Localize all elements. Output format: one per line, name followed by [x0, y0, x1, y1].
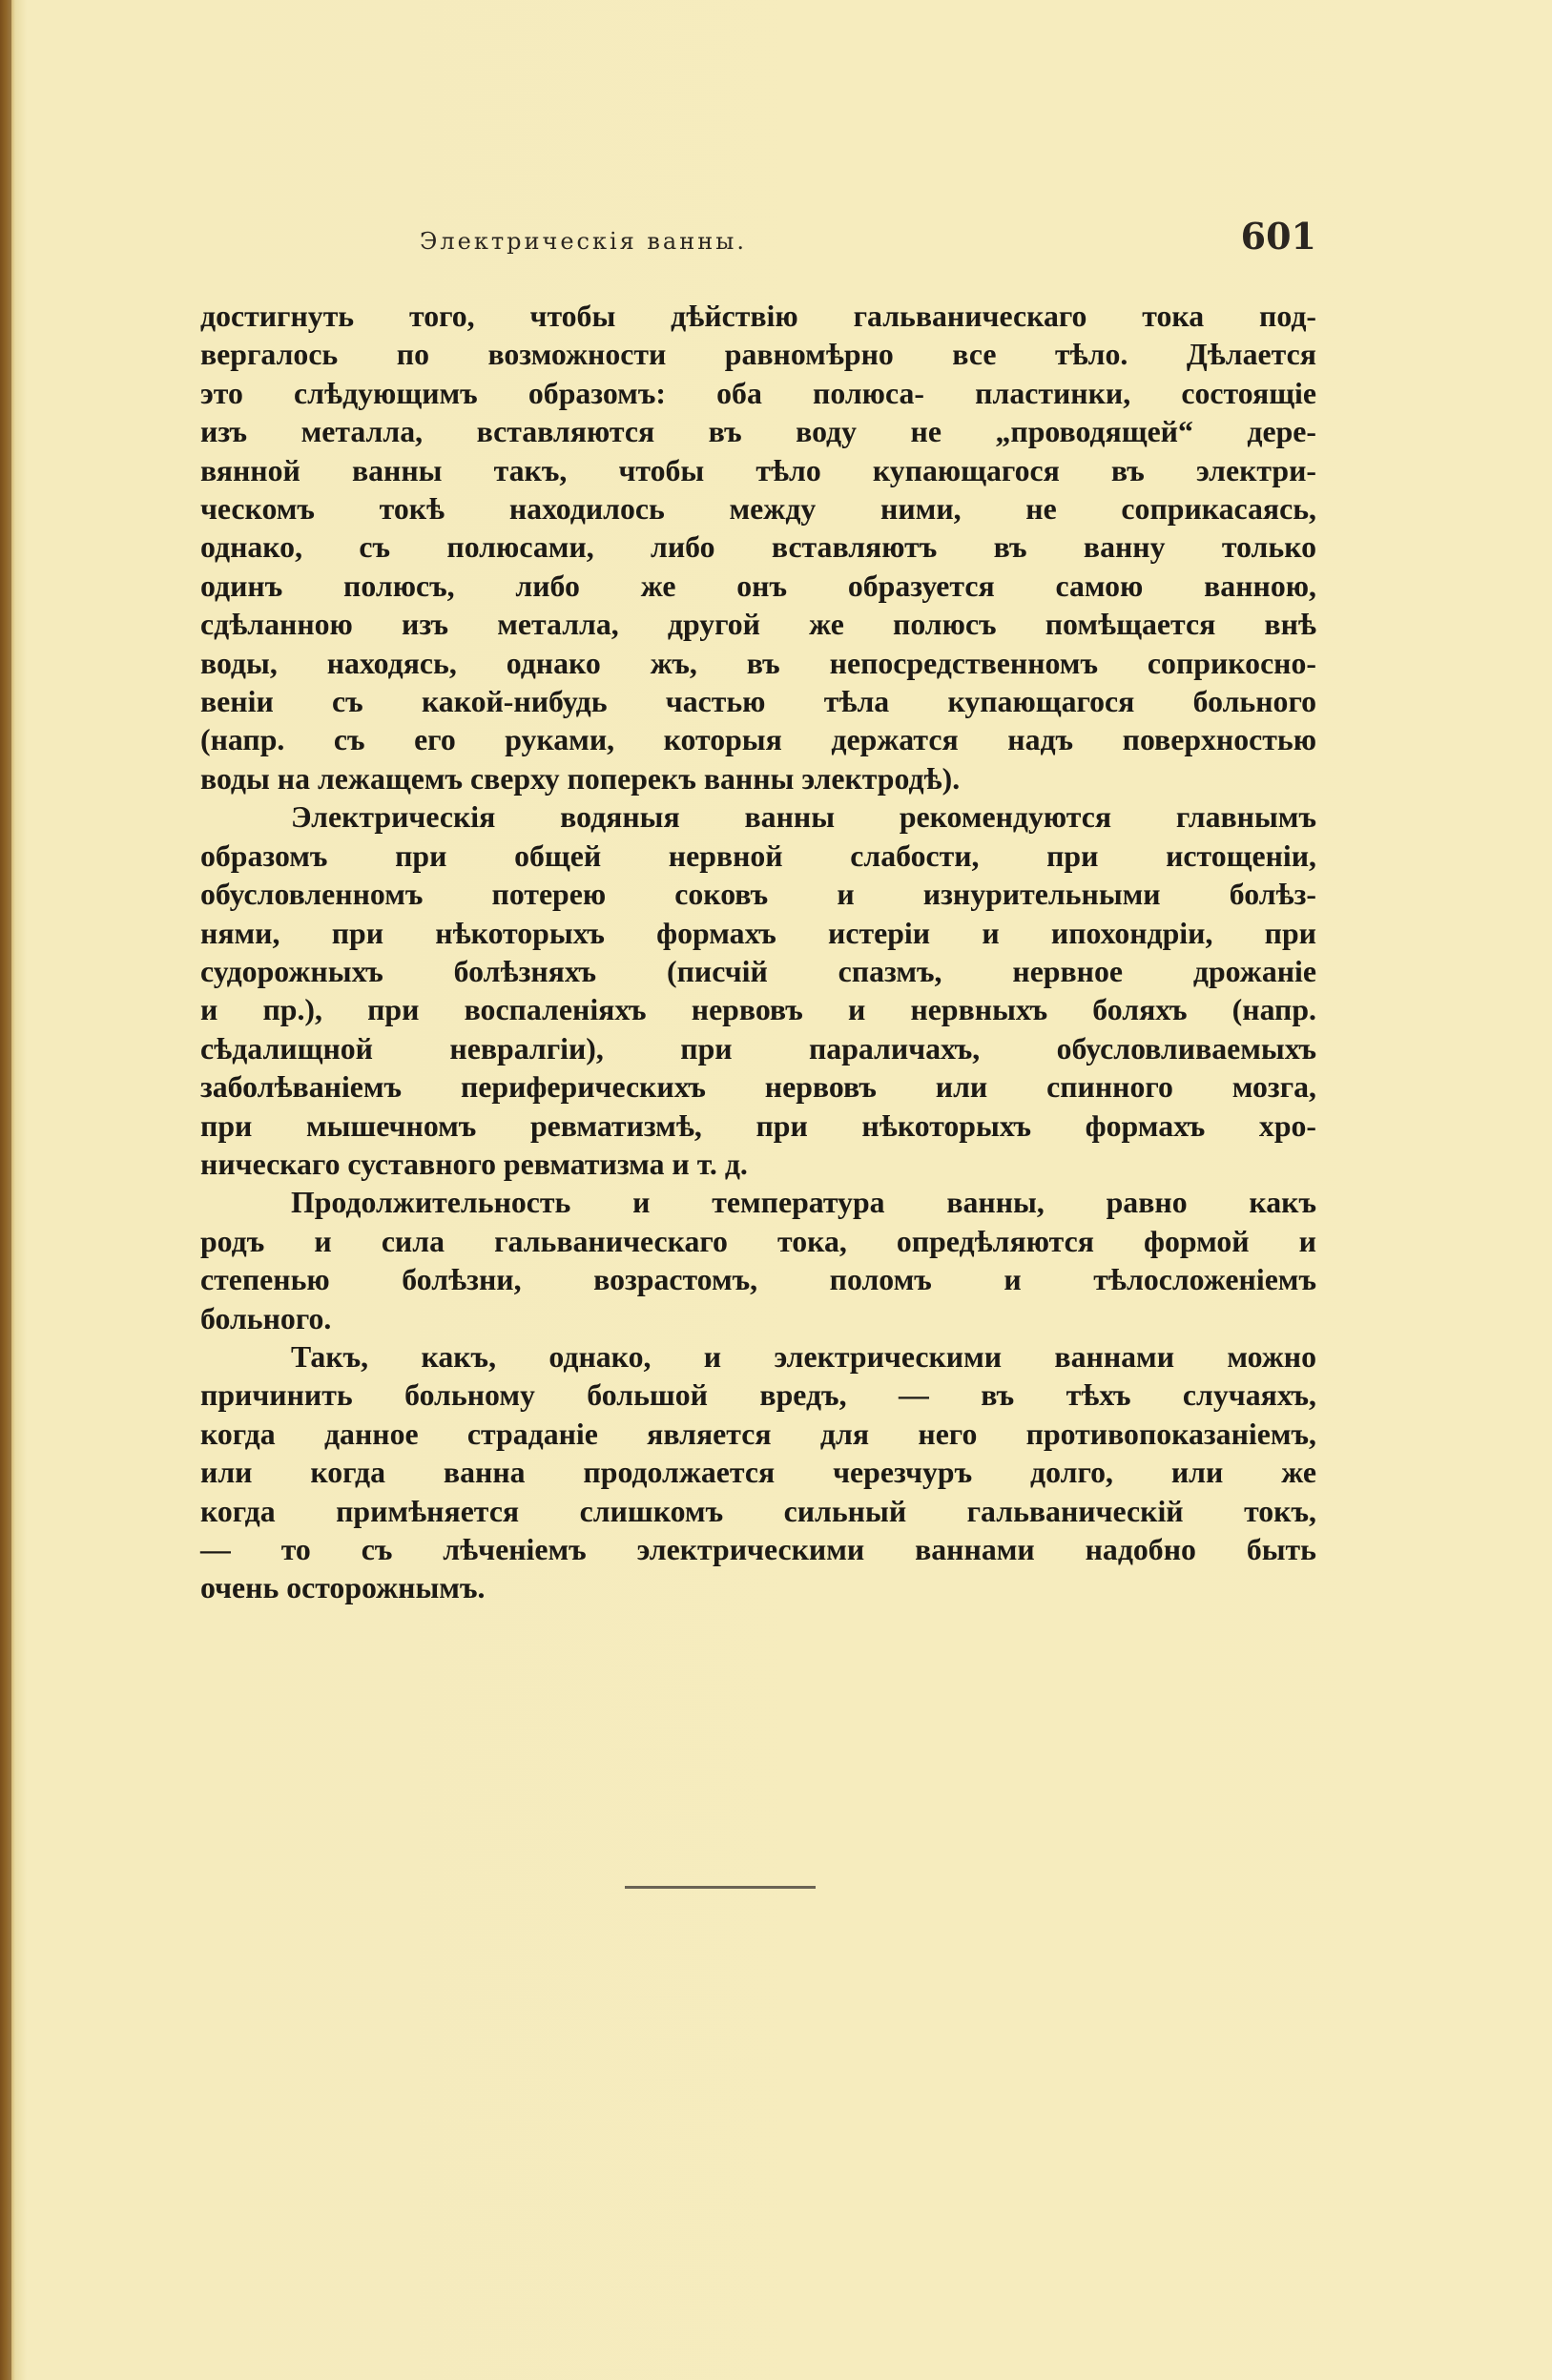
- text-line: — то съ лѣченіемъ электрическими ваннами надобно быть: [200, 1533, 1316, 1566]
- text-line: нями, при нѣкоторыхъ формахъ истеріи и ипохондріи, при: [200, 916, 1316, 950]
- section-divider: [625, 1886, 816, 1889]
- body-text: [200, 298, 1316, 1608]
- page-header: [200, 215, 1316, 262]
- text-line: обусловленномъ потерею соковъ и изнурительными болѣз-: [200, 878, 1316, 912]
- text-line: при мышечномъ ревматизмѣ, при нѣкоторыхъ формахъ хро-: [200, 1108, 1316, 1143]
- page-spine-edge: [0, 0, 11, 2380]
- text-line: достигнуть того, чтобы дѣйствію гальваническаго тока под-: [200, 300, 1316, 333]
- text-line: воды на лежащемъ сверху поперекъ ванны электродѣ).: [200, 761, 961, 796]
- text-line: изъ металла, вставляются въ воду не „проводящей“ дере-: [200, 415, 1316, 449]
- text-line: однако, съ полюсами, либо вставляютъ въ ванну только: [200, 530, 1316, 565]
- text-line: (напр. съ его руками, которыя держатся надъ поверхностью: [200, 723, 1316, 757]
- text-line: заболѣваніемъ периферическихъ нервовъ или спинного мозга,: [200, 1070, 1316, 1105]
- text-line: Продолжительность и температура ванны, равно какъ: [291, 1186, 1316, 1220]
- text-line: вянной ванны такъ, чтобы тѣло купающагося въ электри-: [200, 453, 1316, 487]
- text-line: это слѣдующимъ образомъ: оба полюса- пластинки, состоящіе: [200, 376, 1316, 410]
- text-line: когда примѣняется слишкомъ сильный гальваническій токъ,: [200, 1494, 1316, 1528]
- text-line: сдѣланною изъ металла, другой же полюсъ помѣщается внѣ: [200, 608, 1316, 642]
- text-line: когда данное страданіе является для него противопоказаніемъ,: [200, 1417, 1316, 1451]
- text-line: и пр.), при воспаленіяхъ нервовъ и нервныхъ боляхъ (напр.: [200, 993, 1316, 1027]
- text-line: судорожныхъ болѣзняхъ (писчій спазмъ, нервное дрожаніе: [200, 954, 1316, 988]
- text-line: очень осторожнымъ.: [200, 1571, 486, 1605]
- text-line: вергалось по возможности равномѣрно все тѣло. Дѣлается: [200, 338, 1316, 372]
- text-line: сѣдалищной невралгіи), при параличахъ, обусловливаемыхъ: [200, 1031, 1316, 1066]
- text-line: воды, находясь, однако жъ, въ непосредственномъ соприкосно-: [200, 646, 1316, 680]
- text-line: Такъ, какъ, однако, и электрическими ваннами можно: [291, 1339, 1316, 1374]
- text-line: веніи съ какой-нибудь частью тѣла купающагося больного: [200, 685, 1316, 719]
- text-line: одинъ полюсъ, либо же онъ образуется самою ванною,: [200, 569, 1316, 603]
- running-title: Электрическія ванны.: [420, 228, 747, 255]
- text-line: образомъ при общей нервной слабости, при истощеніи,: [200, 838, 1316, 873]
- text-line: степенью болѣзни, возрастомъ, поломъ и тѣлосложеніемъ: [200, 1263, 1316, 1297]
- text-line: или когда ванна продолжается черезчуръ долго, или же: [200, 1456, 1316, 1490]
- text-line: родъ и сила гальваническаго тока, опредѣляются формой и: [200, 1224, 1316, 1258]
- text-line: ническаго суставного ревматизма и т. д.: [200, 1147, 748, 1181]
- page-number: 601: [1240, 215, 1316, 258]
- text-line: больного.: [200, 1301, 332, 1335]
- text-line: Электрическія водяныя ванны рекомендуются главнымъ: [291, 800, 1316, 835]
- text-line: ческомъ токѣ находилось между ними, не соприкасаясь,: [200, 492, 1316, 527]
- text-line: причинить больному большой вредъ, — въ тѣхъ случаяхъ,: [200, 1378, 1316, 1413]
